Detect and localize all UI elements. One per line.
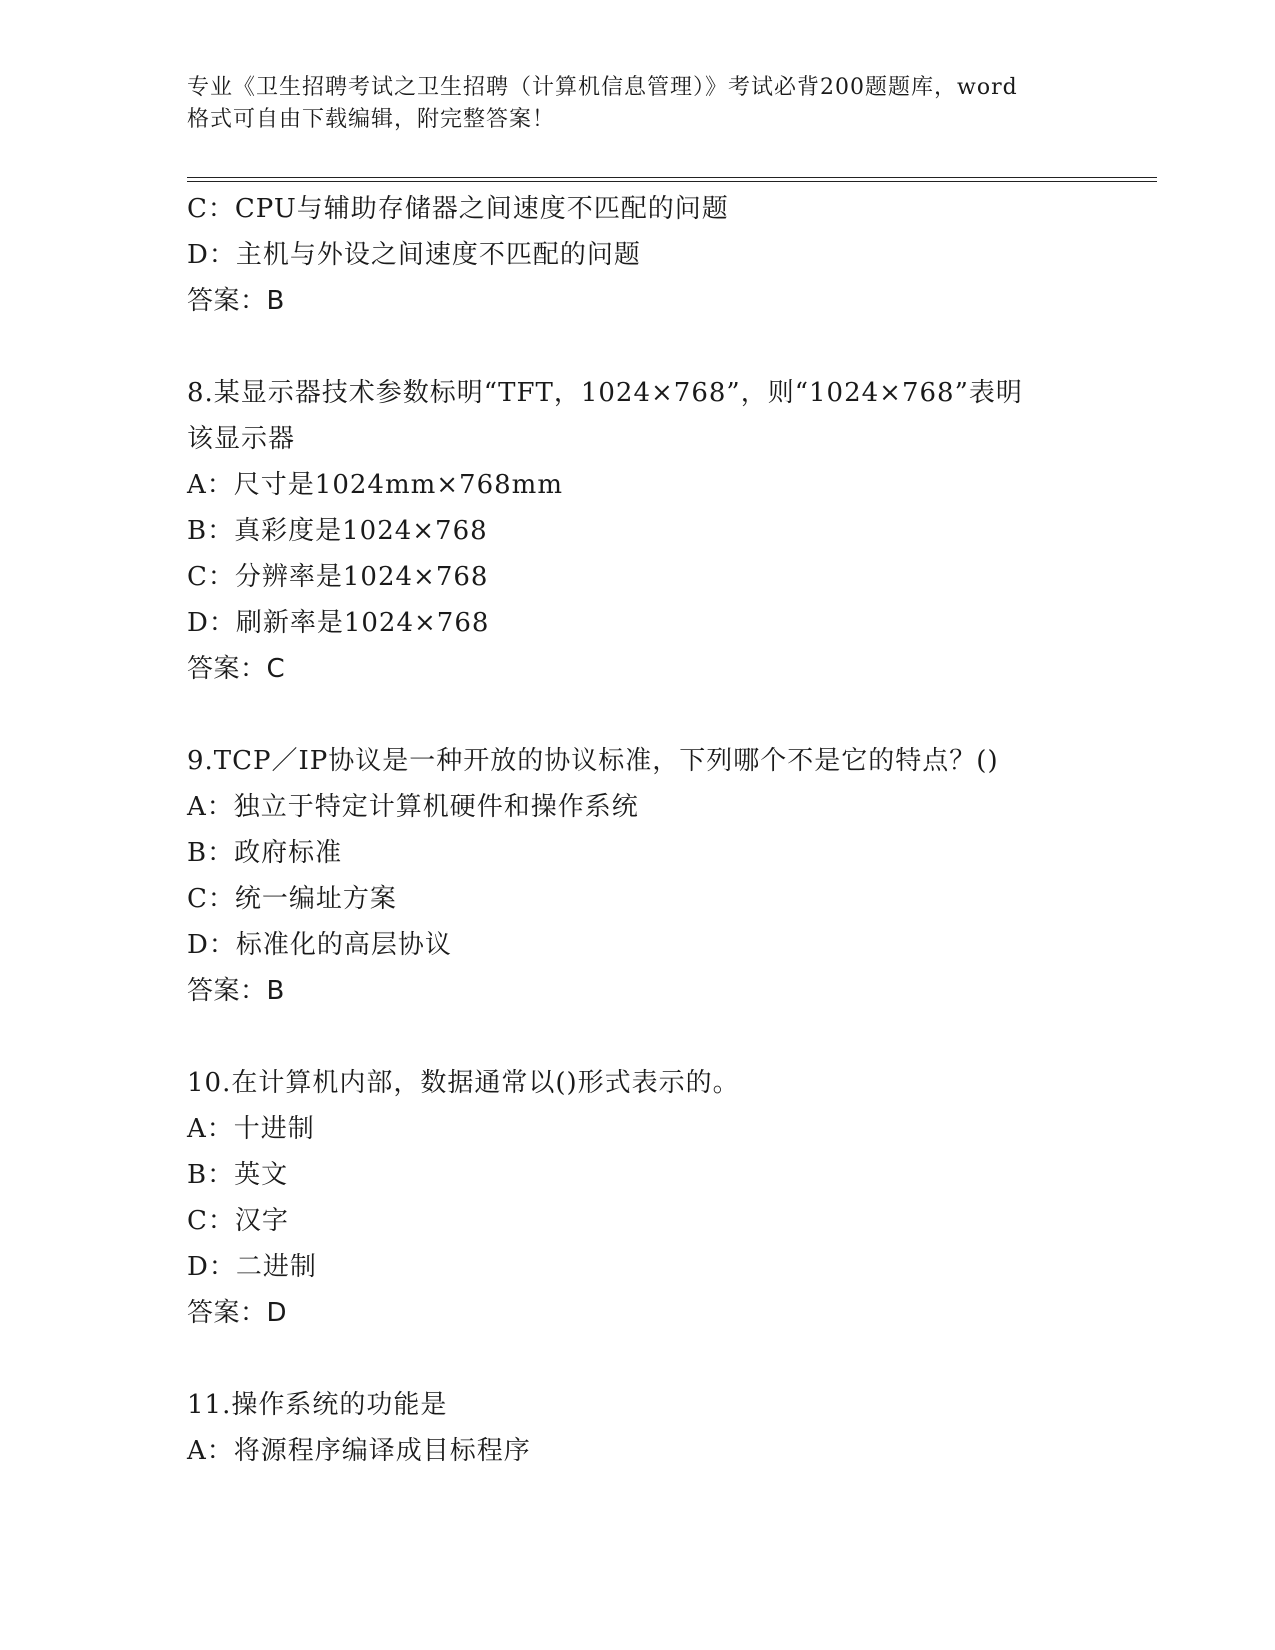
option-d: D：主机与外设之间速度不匹配的问题: [187, 240, 641, 270]
question-stem: 11.操作系统的功能是: [187, 1390, 448, 1420]
option-c: C：汉字: [187, 1206, 289, 1236]
option-d: D：二进制: [187, 1252, 317, 1282]
answer-line: 答案：B: [187, 286, 285, 316]
question-stem: 8.某显示器技术参数标明“TFT，1024×768”，则“1024×768”表明: [187, 378, 1023, 408]
answer-line: 答案：D: [187, 1298, 288, 1328]
question-stem: 9.TCP／IP协议是一种开放的协议标准，下列哪个不是它的特点？(): [187, 746, 999, 776]
header-divider: [187, 177, 1157, 182]
question-11: [187, 1382, 1137, 1474]
option-a: A：十进制: [187, 1114, 315, 1144]
option-d: D：刷新率是1024×768: [187, 608, 490, 638]
option-c: C：分辨率是1024×768: [187, 562, 489, 592]
header-line-1: 专业《卫生招聘考试之卫生招聘（计算机信息管理）》考试必背200题题库，word: [187, 75, 1018, 100]
question-stem: 10.在计算机内部，数据通常以()形式表示的。: [187, 1068, 740, 1098]
option-a: A：尺寸是1024mm×768mm: [187, 470, 563, 500]
header-line-2: 格式可自由下载编辑，附完整答案！: [187, 107, 556, 132]
option-d: D：标准化的高层协议: [187, 930, 452, 960]
question-8: [187, 370, 1137, 692]
option-a: A：将源程序编译成目标程序: [187, 1436, 531, 1466]
question-stem: 该显示器: [187, 424, 296, 454]
question-list: [187, 186, 1137, 1474]
option-c: C：CPU与辅助存储器之间速度不匹配的问题: [187, 194, 729, 224]
question-10: [187, 1060, 1137, 1336]
question-7-continued: [187, 186, 1137, 324]
question-9: [187, 738, 1137, 1014]
option-b: B：真彩度是1024×768: [187, 516, 488, 546]
answer-line: 答案：B: [187, 976, 285, 1006]
option-b: B：英文: [187, 1160, 289, 1190]
option-c: C：统一编址方案: [187, 884, 397, 914]
answer-line: 答案：C: [187, 654, 286, 684]
document-header: [187, 72, 1087, 136]
option-b: B：政府标准: [187, 838, 343, 868]
option-a: A：独立于特定计算机硬件和操作系统: [187, 792, 639, 822]
